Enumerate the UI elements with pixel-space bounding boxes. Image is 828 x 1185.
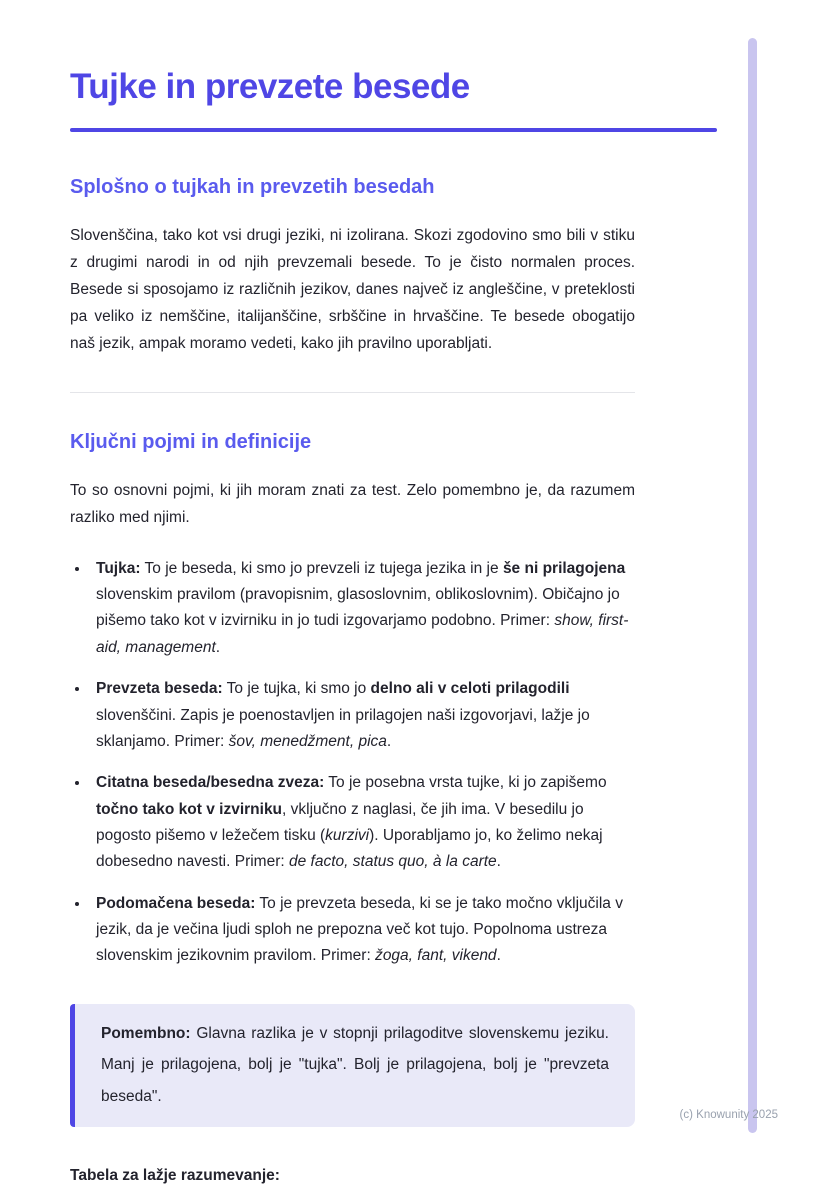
- page-title: Tujke in prevzete besede: [70, 67, 470, 106]
- title-divider: [70, 128, 717, 132]
- footer-watermark: (c) Knowunity 2025: [679, 1109, 778, 1121]
- scrollbar-thumb[interactable]: [748, 38, 757, 1133]
- section-heading-concepts: Ključni pojmi in definicije: [70, 430, 312, 453]
- list-item-tujka: • Tujka: To je beseda, ki smo jo prevzeli iz tujega jezika in je še ni prilagojena slovenskim pravilom (pravopisnim, glasoslovnim, oblikoslovnim). Običajno jo pišemo tako kot v izvirniku in jo tudi izgovarjamo podobno. Primer: show, first-aid, management.: [90, 556, 635, 661]
- table-label: Tabela za lažje razumevanje:: [70, 1166, 280, 1184]
- section-heading-general: Splošno o tujkah in prevzetih besedah: [70, 176, 435, 198]
- section-divider: [70, 392, 635, 393]
- list-item-podomacena-beseda: • Podomačena beseda: To je prevzeta beseda, ki se je tako močno vključila v jezik, da je večina ljudi sploh ne prepozna več kot tujo. Popolnoma ustreza slovenskim jezikovnim pravilom. Primer: žoga, fant, vikend.: [90, 891, 635, 970]
- list-item-citatna-beseda: • Citatna beseda/besedna zveza: To je posebna vrsta tujke, ki jo zapišemo točno tako kot v izvirniku, vključno z naglasi, če jih ima. V besedilu jo pogosto pišemo v ležečem tisku (kurzivi). Uporabljamo jo, ko želimo nekaj dobesedno navesti. Primer: de facto, status quo, à la carte.: [90, 770, 635, 875]
- paragraph-concepts-intro: To so osnovni pojmi, ki jih moram znati za test. Zelo pomembno je, da razumem razliko med njimi.: [70, 481, 635, 526]
- important-callout: [70, 1004, 635, 1127]
- important-callout-text: Pomembno: Glavna razlika je v stopnji prilagoditve slovenskemu jeziku. Manj je prilagojena, bolj je "tujka". Bolj je prilagojena, bolj je "prevzeta beseda".: [101, 1024, 609, 1106]
- list-item-prevzeta-beseda: • Prevzeta beseda: To je tujka, ki smo jo delno ali v celoti prilagodili slovenščini. Zapis je poenostavljen in prilagojen naši izgovorjavi, lažje jo sklanjamo. Primer: šov, menedžment, pica.: [90, 676, 635, 755]
- definitions-list: [70, 556, 635, 970]
- paragraph-general: Slovenščina, tako kot vsi drugi jeziki, ni izolirana. Skozi zgodovino smo bili v stiku z drugimi narodi in od njih prevzemali besede. To je čisto normalen proces. Besede si sposojamo iz različnih jezikov, danes največ iz angleščine, v preteklosti pa veliko iz nemščine, italijanščine, srbščine in hrvaščine. Te besede obogatijo naš jezik, ampak moramo vedeti, kako jih pravilno uporabljati.: [70, 227, 635, 352]
